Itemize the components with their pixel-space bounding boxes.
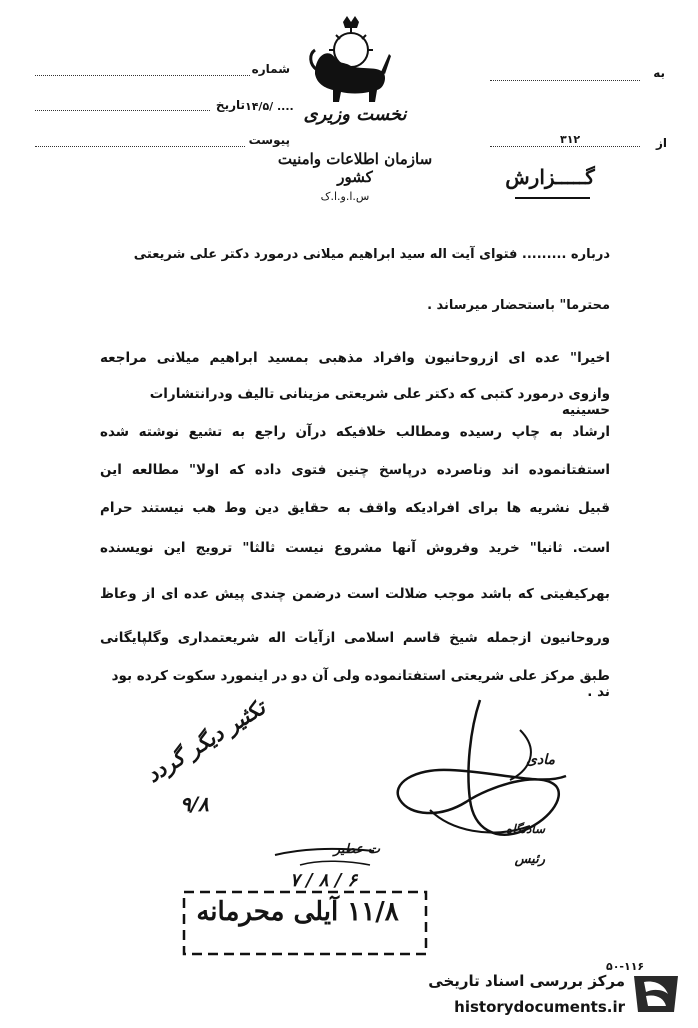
subject-text: فتوای آیت اله سید ابراهیم میلانی درمورد دکتر علی شریعتی [133,247,518,262]
body-line: طبق مرکز علی شریعتی استفتانموده ولی آن دو در اینمورد سکوت کرده بود ند . [111,668,610,700]
body-line: بهرکیفیتی که باشد موجب ضلالت است درضمن چندی پیش عده ای از وعاظ [100,586,610,602]
body-line: وازوی درمورد کتبی که دکتر علی شریعتی مزینانی تالیف ودرانتشارات حسینیه [149,386,610,418]
number-field-line [35,75,250,76]
signature-label-2: سادنگاه [506,822,545,836]
marginal-note: تکثیر دیگر گردد [141,694,270,788]
marginal-date: ۹/۸ [180,792,209,816]
body-line: است. ثانیا" خرید وفروش آنها مشروع نیست ثالثا" ترویج این نویسنده [100,540,610,556]
from-label: از [655,136,667,150]
organization-code: س.ا.و.ا.ک [320,190,370,203]
date-note: ۷ / ۸ / ۶ [290,870,358,891]
number-label: شماره [251,62,290,76]
chief-label: رئیس [514,852,545,867]
date-value: ۱۴/۵/ .... [245,100,294,113]
ministry-title: نخست وزیری [303,104,407,125]
attachment-field-line [35,146,245,147]
organization-name: سازمان اطلاعات وامنیت کشور [277,150,433,186]
body-line: قبیل نشریه ها برای افرادیکه واقف به حقایق دین وط هب نیستند حرام [100,500,610,516]
body-line: ارشاد به چاپ رسیده ومطالب خلافیکه درآن راجع به تشیع نوشته شده [100,424,610,440]
date-label: تاریخ [215,98,245,112]
greeting: محترما" باستحضار میرساند . [427,298,610,313]
subject-label: درباره [570,247,610,262]
body-line: استفتانموده اند وناصرده درپاسخ چنین فتوی داده که اولا" مطالعه این [100,462,610,478]
from-field-line [490,146,640,147]
report-title: گـــــزارش [505,165,595,189]
watermark-url: historydocuments.ir [454,998,625,1016]
from-value: ۳۱۲ [560,133,581,146]
confidential-stamp: ۱۱/۸ آیلی محرمانه [196,897,399,927]
signature-label-1: مادی [526,752,555,768]
lion-and-sun-emblem-icon [305,14,395,109]
body-line: وروحانیون ازجمله شیخ قاسم اسلامی ازآیات اله شریعتمداری وگلپایگانی [100,630,610,646]
subject-line: درباره ......... فتوای آیت اله سید ابراهیم میلانی درمورد دکتر علی شریعتی [133,247,610,262]
body-line: اخیرا" عده ای ازروحانیون وافراد مذهبی بمسید ابراهیم میلانی مراجعه [100,350,610,366]
archive-logo-icon [628,968,684,1016]
report-title-underline [515,197,590,199]
chief-note: ت عطیر [333,842,380,857]
recipient-field-line [490,80,640,81]
watermark-title: مرکز بررسی اسناد تاریخی [428,972,625,990]
document-code: ۵۰-۱۱۶ [606,960,645,973]
recipient-label: به [653,66,665,80]
attachment-label: پیوست [248,133,290,147]
date-field-line [35,110,210,111]
